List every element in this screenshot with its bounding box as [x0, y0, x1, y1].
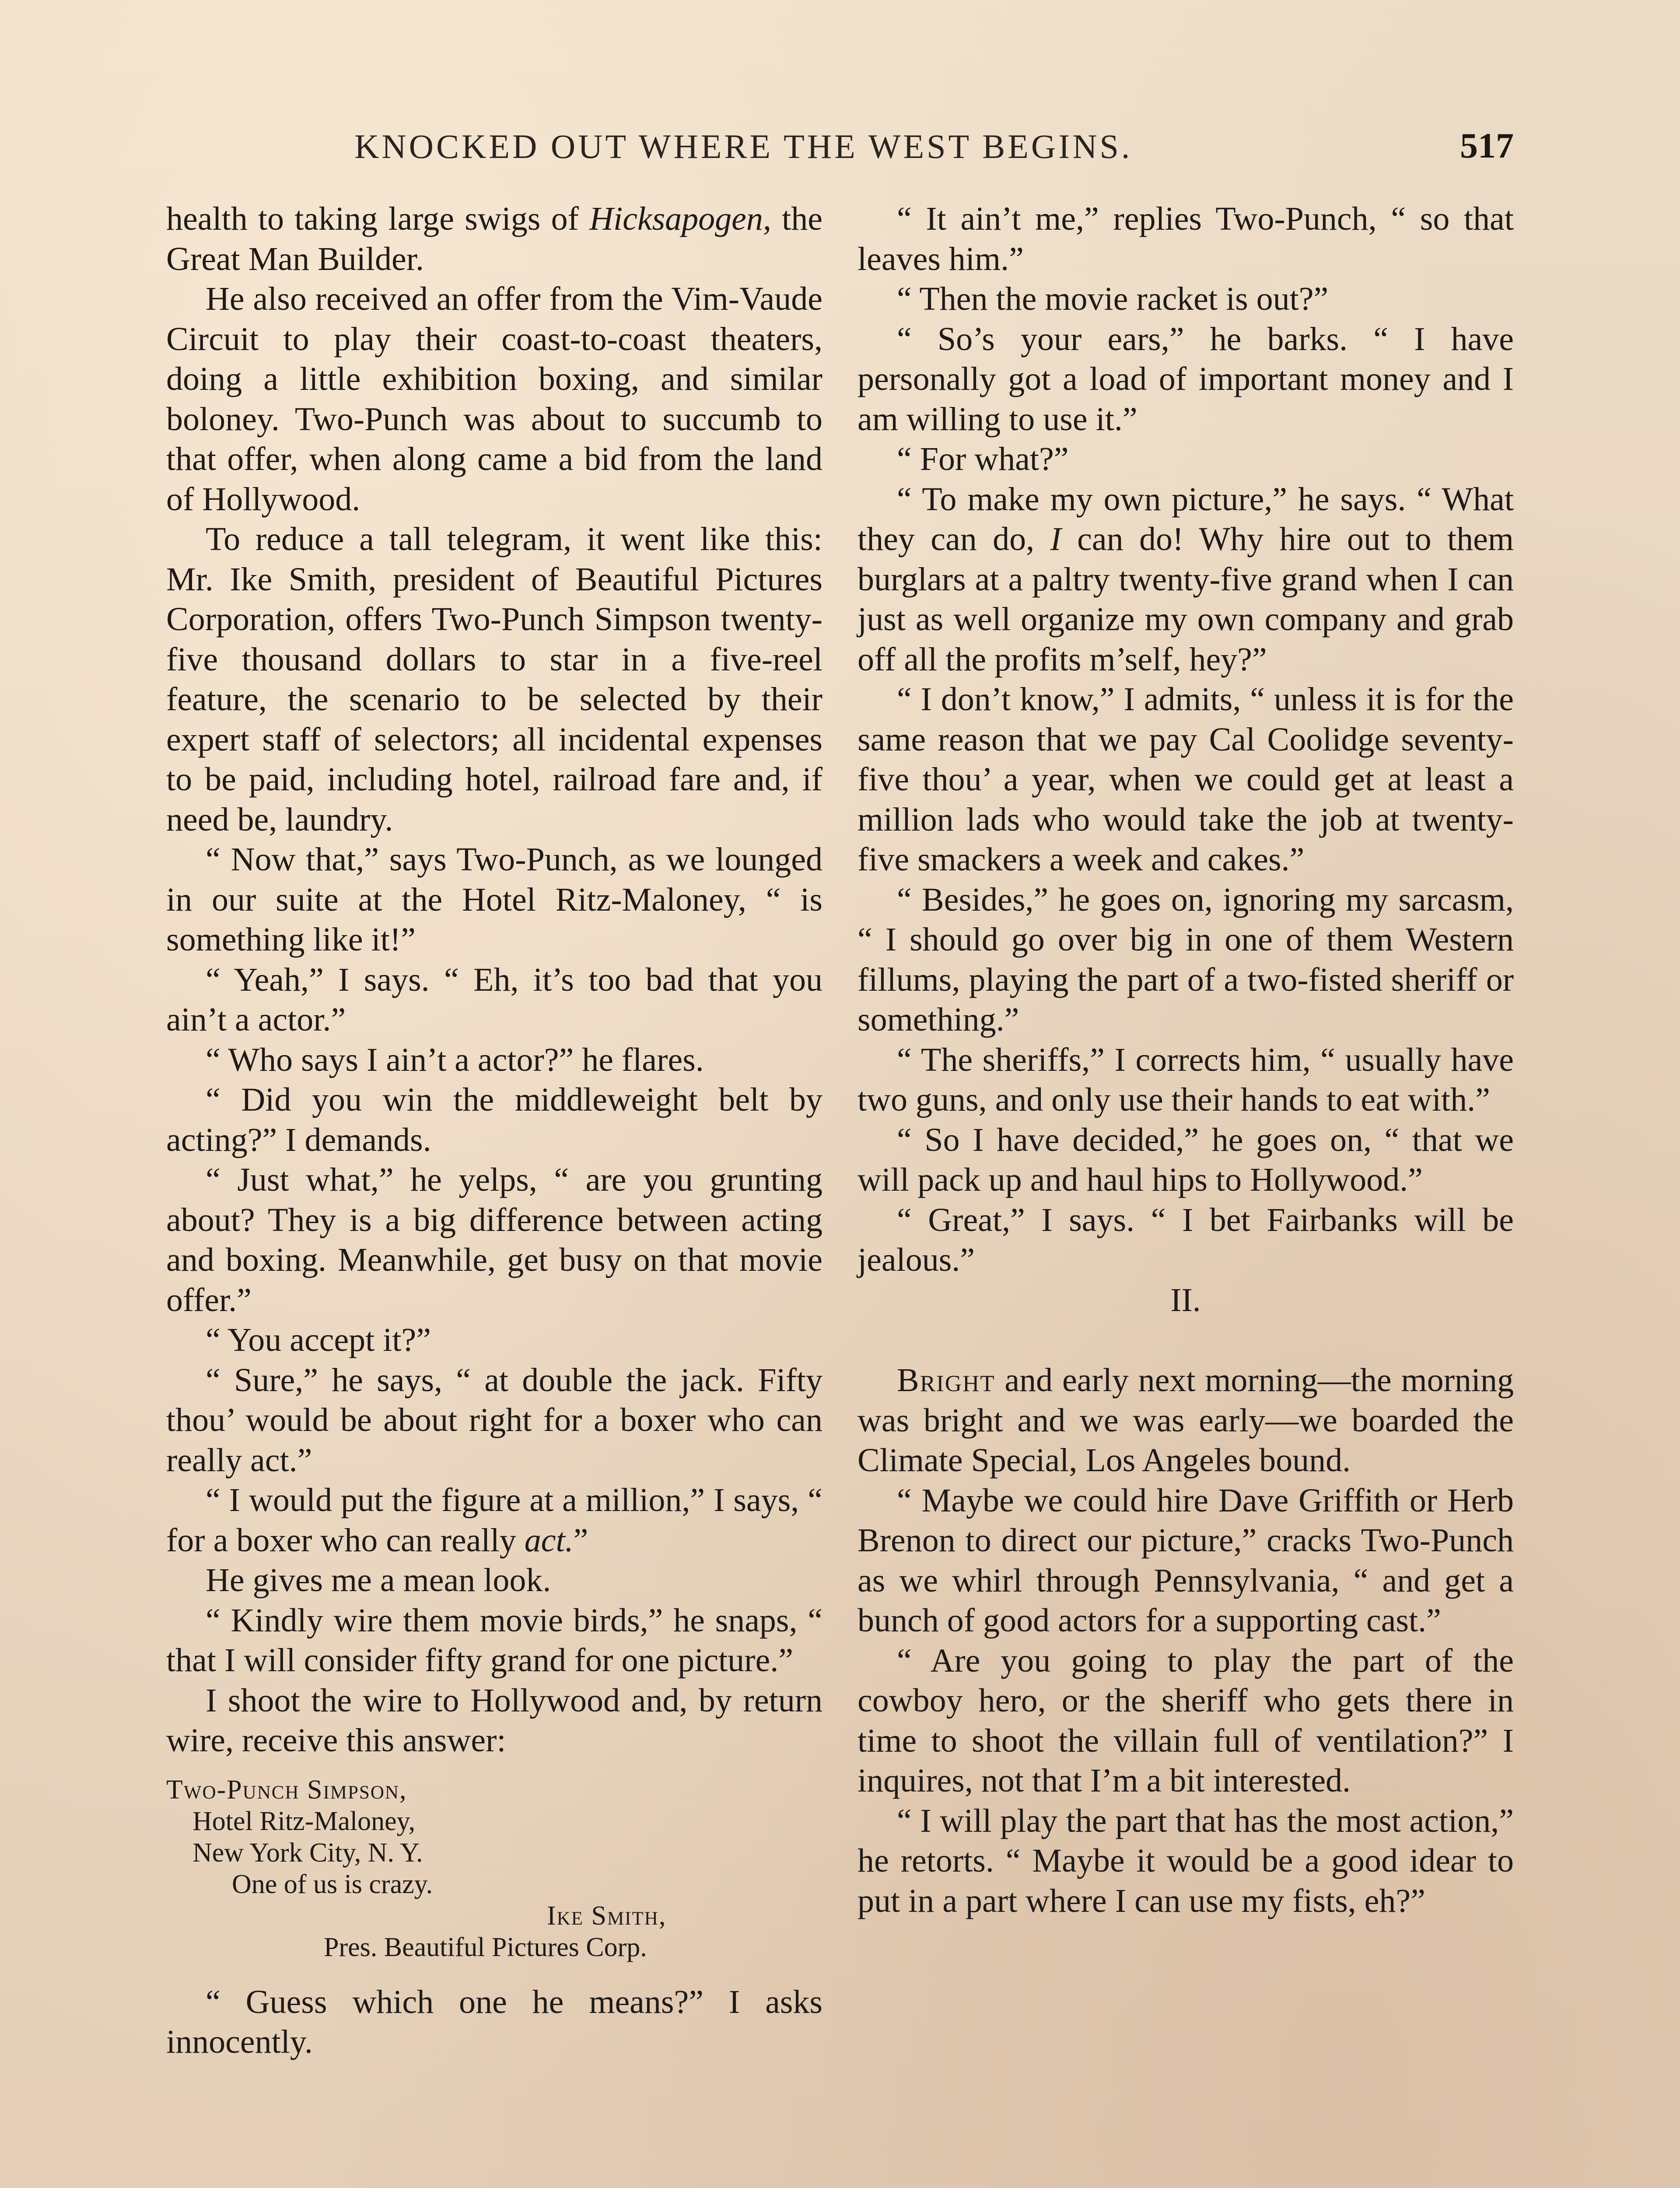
- paragraph: “ So’s your ears,” he barks. “ I have personally got a load of important money and I am willing to use it.”: [858, 320, 1514, 438]
- paragraph: “ Just what,” he yelps, “ are you grunting about? They is a big difference between acting and boxing. Meanwhile, get busy on that movie offer.”: [166, 1161, 822, 1318]
- telegram-address-line: New York City, N. Y.: [192, 1837, 423, 1868]
- paragraph: “ I don’t know,” I admits, “ unless it is for the same reason that we pay Cal Coolidge seventy-five thou’ a year, when we could get at least a million lads who would take the job at twenty-five smackers a week and cakes.”: [858, 681, 1514, 878]
- paragraph: “ Sure,” he says, “ at double the jack. Fifty thou’ would be about right for a boxer who can really act.”: [166, 1361, 822, 1479]
- page-header: [166, 127, 1514, 179]
- paragraph: “ You accept it?”: [206, 1322, 431, 1358]
- paragraph: “ Yeah,” I says. “ Eh, it’s too bad that you ain’t a actor.”: [166, 961, 822, 1038]
- telegram-addressee: Two-Punch Simpson,: [166, 1774, 407, 1805]
- paragraph: health to taking large swigs of Hicksapogen, the Great Man Builder.: [166, 200, 822, 277]
- paragraph: To reduce a tall telegram, it went like this: Mr. Ike Smith, president of Beautiful Pictures Corporation, offers Two-Punch Simpson twenty-five thousand dollars to star in a five-reel feature, the scenario to be selected by their expert staff of selectors; all incidental expenses to be paid, including hotel, railroad fare and, if need be, laundry.: [166, 521, 822, 838]
- right-column: [858, 199, 1514, 1921]
- telegram-signature: Ike Smith,: [547, 1900, 667, 1931]
- section-number: II.: [1170, 1281, 1201, 1318]
- paragraph: “ For what?”: [897, 441, 1069, 477]
- running-title: KNOCKED OUT WHERE THE WEST BEGINS.: [354, 127, 1133, 165]
- telegram-message: One of us is crazy.: [232, 1869, 433, 1899]
- paragraph: “ Are you going to play the part of the cowboy hero, or the sheriff who gets there in time to shoot the villain full of ventilation?” I inquires, not that I’m a bit interested.: [858, 1642, 1514, 1799]
- paragraph: “ Kindly wire them movie birds,” he snaps, “ that I will consider fifty grand for one picture.”: [166, 1602, 822, 1679]
- paragraph: “ Besides,” he goes on, ignoring my sarcasm, “ I should go over big in one of them Western fillums, playing the part of a two-fisted sheriff or something.”: [858, 881, 1514, 1038]
- telegram-block: [166, 1774, 822, 1963]
- left-column: [166, 199, 822, 2062]
- paragraph: “ So I have decided,” he goes on, “ that we will pack up and haul hips to Hollywood.”: [858, 1121, 1514, 1198]
- paragraph: He also received an offer from the Vim-Vaude Circuit to play their coast-to-coast theaters, doing a little exhibition boxing, and similar boloney. Two-Punch was about to succumb to that offer, when along came a bid from the land of Hollywood.: [166, 281, 822, 518]
- page-number: 517: [1460, 126, 1514, 165]
- paragraph: “ The sheriffs,” I corrects him, “ usually have two guns, and only use their hands to eat with.”: [858, 1041, 1514, 1118]
- paragraph: He gives me a mean look.: [206, 1562, 551, 1599]
- paragraph: “ I would put the figure at a million,” I says, “ for a boxer who can really act.”: [166, 1482, 822, 1559]
- paragraph: “ Then the movie racket is out?”: [897, 281, 1329, 317]
- paragraph: “ It ain’t me,” replies Two-Punch, “ so that leaves him.”: [858, 200, 1514, 277]
- paragraph: “ Who says I ain’t a actor?” he flares.: [206, 1041, 704, 1078]
- paragraph: “ Guess which one he means?” I asks innocently.: [166, 1983, 822, 2060]
- paragraph: “ To make my own picture,” he says. “ What they can do, I can do! Why hire out to them burglars at a paltry twenty-five grand when I can just as well organize my own company and grab off all the profits m’self, hey?”: [858, 480, 1514, 678]
- paragraph: “ Did you win the middleweight belt by acting?” I demands.: [166, 1081, 822, 1158]
- paragraph: “ Maybe we could hire Dave Griffith or Herb Brenon to direct our picture,” cracks Two-Punch as we whirl through Pennsylvania, “ and get a bunch of good actors for a supporting cast.”: [858, 1482, 1514, 1639]
- paragraph: “ I will play the part that has the most action,” he retorts. “ Maybe it would be a good idear to put in a part where I can use my fists, eh?”: [858, 1802, 1514, 1919]
- telegram-signature-title: Pres. Beautiful Pictures Corp.: [324, 1932, 647, 1962]
- paragraph: “ Now that,” says Two-Punch, as we lounged in our suite at the Hotel Ritz-Maloney, “ is something like it!”: [166, 841, 822, 958]
- paragraph: “ Great,” I says. “ I bet Fairbanks will be jealous.”: [858, 1201, 1514, 1278]
- telegram-address-line: Hotel Ritz-Maloney,: [192, 1806, 416, 1836]
- paragraph: I shoot the wire to Hollywood and, by return wire, receive this answer:: [166, 1682, 822, 1759]
- paragraph: Bright and early next morning—the morning was bright and we was early—we boarded the Climate Special, Los Angeles bound.: [858, 1362, 1514, 1479]
